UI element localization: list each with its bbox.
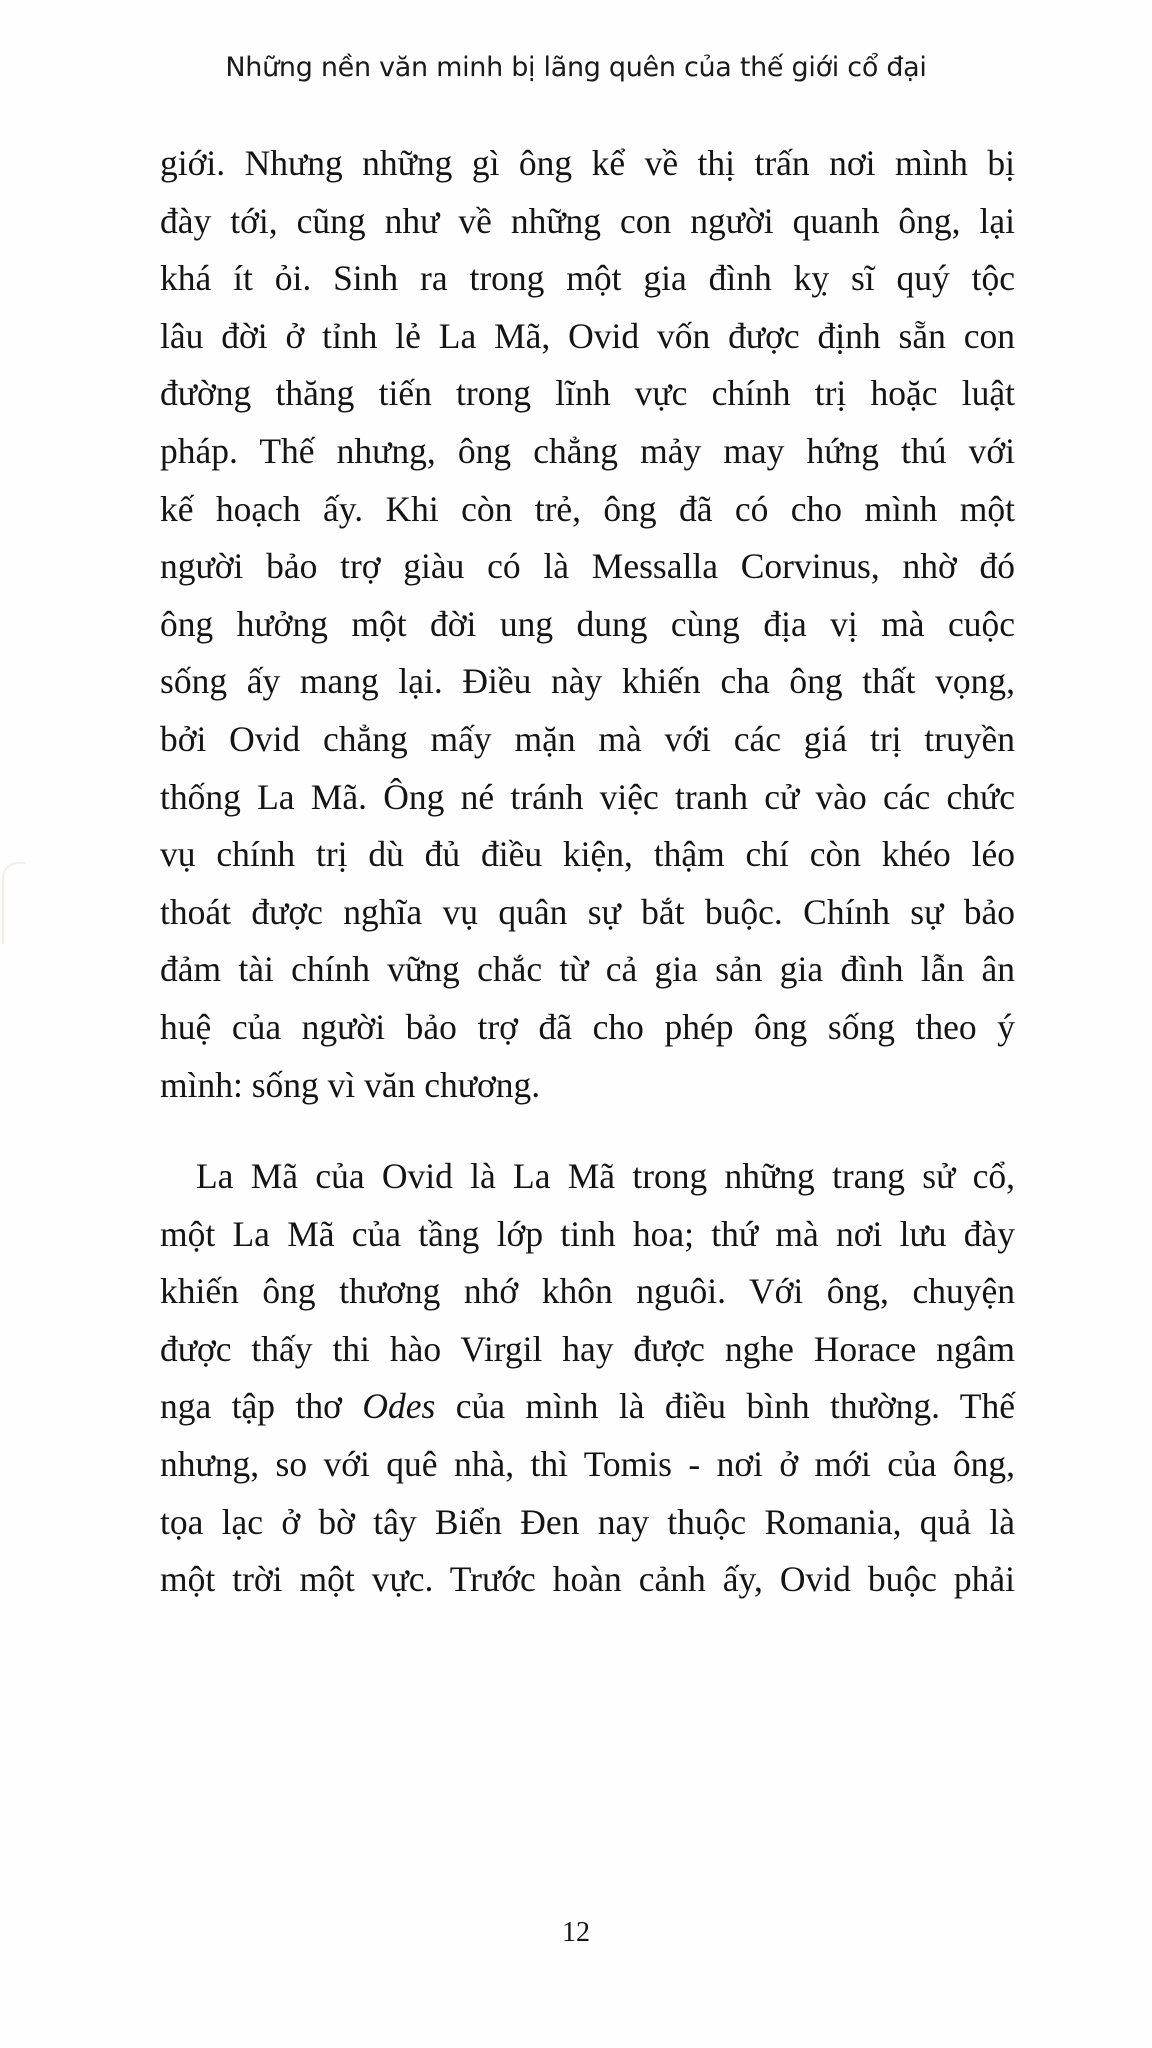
text-segment: nga tập thơ bbox=[160, 1386, 363, 1427]
page-edge-mark bbox=[2, 862, 26, 944]
running-header-title: Những nền văn minh bị lãng quên của thế giới cổ đại bbox=[225, 52, 927, 83]
book-title-italic: Odes bbox=[362, 1386, 436, 1427]
text-line: kế hoạch ấy. Khi còn trẻ, ông đã có cho mình một bbox=[160, 488, 1015, 529]
text-line: khiến ông thương nhớ khôn nguôi. Với ông, chuyện bbox=[160, 1271, 1015, 1312]
text-line: thống La Mã. Ông né tránh việc tranh cử vào các chức bbox=[160, 776, 1015, 817]
paragraph-2 bbox=[160, 1148, 1015, 1609]
text-line: đày tới, cũng như về những con người quanh ông, lại bbox=[160, 200, 1015, 241]
text-line: pháp. Thế nhưng, ông chẳng mảy may hứng thú với bbox=[160, 430, 1015, 471]
text-line: một trời một vực. Trước hoàn cảnh ấy, Ovid buộc phải bbox=[160, 1559, 1015, 1600]
text-line: đảm tài chính vững chắc từ cả gia sản gia đình lẫn ân bbox=[160, 949, 1015, 990]
paragraph-spacer bbox=[160, 1114, 1015, 1148]
text-line: sống ấy mang lại. Điều này khiến cha ông thất vọng, bbox=[160, 661, 1015, 702]
text-line: giới. Nhưng những gì ông kể về thị trấn nơi mình bị bbox=[160, 143, 1015, 183]
text-line: khá ít ỏi. Sinh ra trong một gia đình kỵ sĩ quý tộc bbox=[160, 258, 1015, 299]
text-line: được thấy thi hào Virgil hay được nghe Horace ngâm bbox=[160, 1328, 1015, 1369]
text-line: nhưng, so với quê nhà, thì Tomis - nơi ở mới của ông, bbox=[160, 1444, 1015, 1485]
text-segment: của mình là điều bình thường. Thế bbox=[435, 1386, 1015, 1427]
text-line: ông hưởng một đời ung dung cùng địa vị mà cuộc bbox=[160, 603, 1015, 644]
text-line: mình: sống vì văn chương. bbox=[160, 1064, 541, 1105]
page-number: 12 bbox=[562, 1917, 590, 1948]
paragraph-1 bbox=[160, 135, 1015, 1114]
text-line: vụ chính trị dù đủ điều kiện, thậm chí còn khéo léo bbox=[160, 834, 1015, 875]
text-line: huệ của người bảo trợ đã cho phép ông sống theo ý bbox=[160, 1006, 1015, 1047]
text-line: bởi Ovid chẳng mấy mặn mà với các giá trị truyền bbox=[160, 718, 1015, 759]
text-line: lâu đời ở tỉnh lẻ La Mã, Ovid vốn được định sẵn con bbox=[160, 315, 1015, 356]
text-line: La Mã của Ovid là La Mã trong những trang sử cổ, bbox=[196, 1156, 1015, 1197]
body-text bbox=[160, 135, 1015, 1609]
text-line: một La Mã của tầng lớp tinh hoa; thứ mà nơi lưu đày bbox=[160, 1213, 1015, 1254]
text-line: tọa lạc ở bờ tây Biển Đen nay thuộc Romania, quả là bbox=[160, 1501, 1015, 1542]
text-line: đường thăng tiến trong lĩnh vực chính trị hoặc luật bbox=[160, 373, 1015, 414]
text-line: thoát được nghĩa vụ quân sự bắt buộc. Chính sự bảo bbox=[160, 891, 1015, 932]
text-line-with-italic bbox=[160, 1378, 1015, 1436]
text-line: người bảo trợ giàu có là Messalla Corvinus, nhờ đó bbox=[160, 546, 1015, 587]
